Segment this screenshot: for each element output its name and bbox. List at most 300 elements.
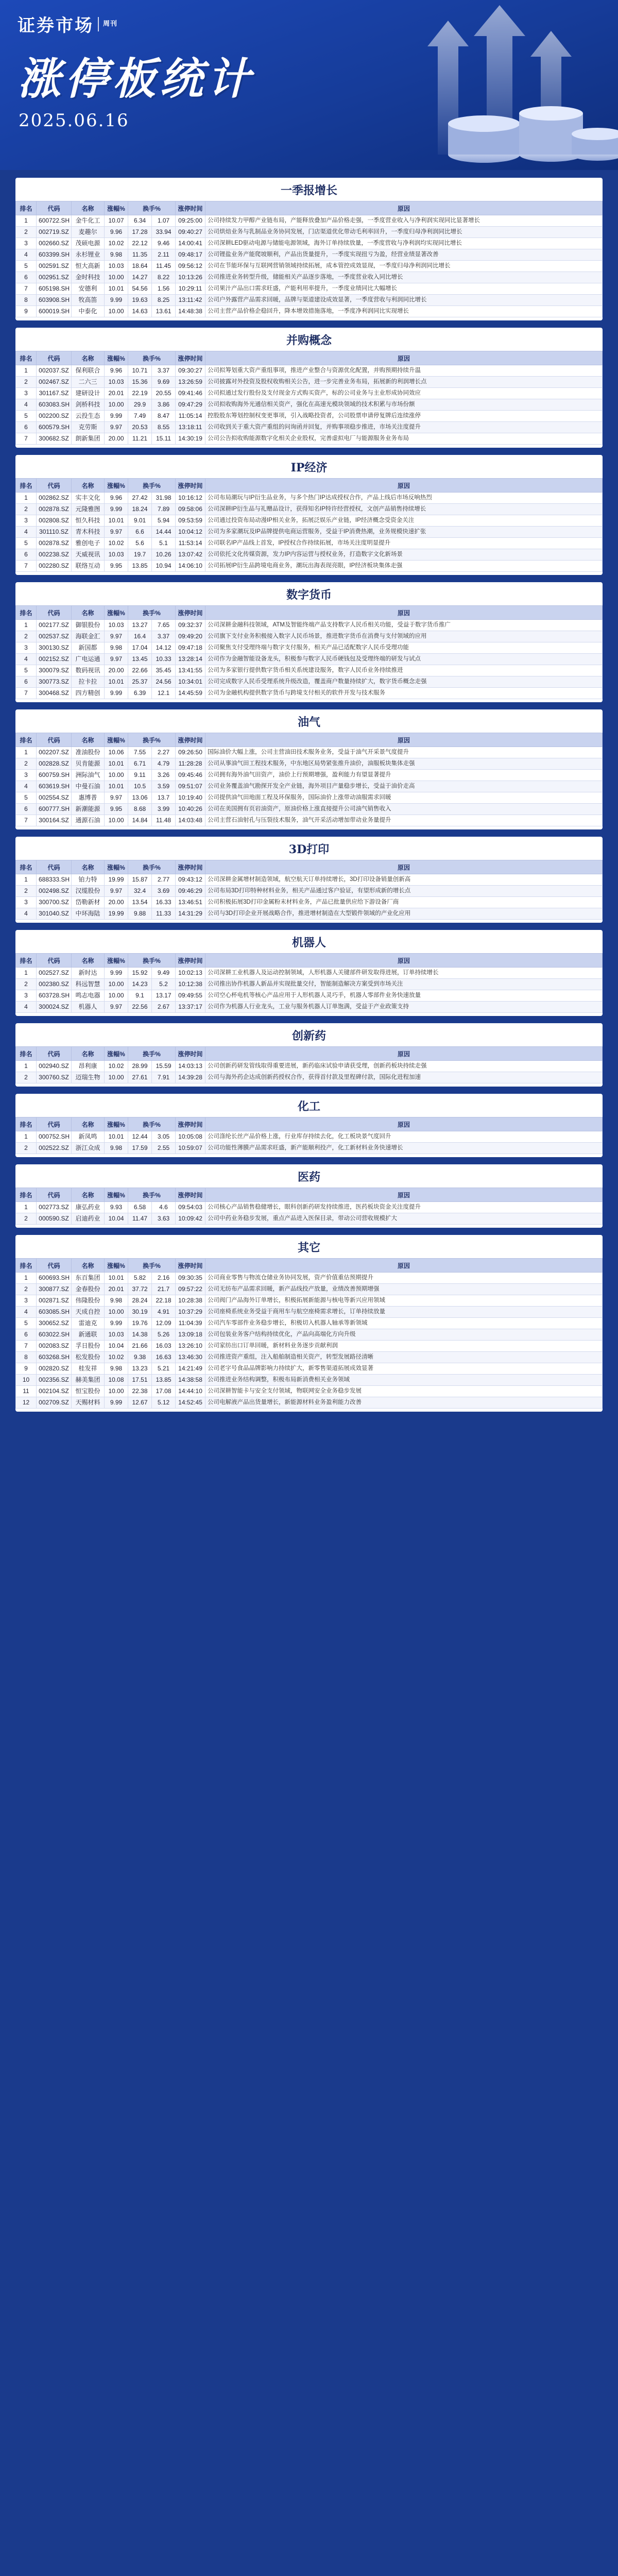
volume-cell: 5.21 [152, 1363, 176, 1375]
table-header-cell: 原因 [205, 954, 603, 968]
code-cell: 603619.SH [37, 781, 72, 792]
table-row[interactable] [16, 549, 603, 561]
code-cell: 002871.SZ [37, 1295, 72, 1307]
time-cell: 09:56:12 [176, 261, 205, 272]
table-header-cell: 代码 [37, 860, 72, 874]
name-cell: 青木科技 [72, 527, 105, 538]
table-row[interactable] [16, 561, 603, 572]
table-header-cell: 排名 [16, 479, 37, 493]
table-header-cell: 名称 [72, 1117, 105, 1131]
reason-cell: 公司无纺布产品需求回暖，新产品线投产放量，业绩改善预期增强 [205, 1284, 603, 1295]
brand-logo [18, 11, 117, 37]
name-cell: 新时达 [72, 968, 105, 979]
name-cell: 准油股份 [72, 747, 105, 758]
reason-cell: 国际油价大幅上涨，公司主营油田技术服务业务，受益于油气开采景气度提升 [205, 747, 603, 758]
turnover-cell: 32.4 [128, 886, 152, 897]
change-cell: 10.03 [105, 549, 128, 561]
table-header-cell: 涨停时间 [176, 1117, 205, 1131]
turnover-cell: 13.54 [128, 897, 152, 908]
table-row[interactable] [16, 272, 603, 283]
table-header-cell: 原因 [205, 860, 603, 874]
volume-cell: 21.7 [152, 1284, 176, 1295]
name-cell: 启迪药业 [72, 1213, 105, 1225]
table-header-cell: 换手% [128, 1047, 176, 1061]
volume-cell: 22.18 [152, 1295, 176, 1307]
section-panel [15, 1235, 603, 1412]
table-header-cell: 换手% [128, 1188, 176, 1202]
table-row[interactable] [16, 515, 603, 527]
time-cell: 14:06:10 [176, 561, 205, 572]
table-header-row [16, 1117, 603, 1131]
table-row[interactable] [16, 1202, 603, 1213]
code-cell: 002356.SZ [37, 1375, 72, 1386]
table-row[interactable] [16, 283, 603, 295]
change-cell: 10.00 [105, 1307, 128, 1318]
rank-cell: 2 [16, 631, 37, 642]
volume-cell: 4.6 [152, 1202, 176, 1213]
change-cell: 10.02 [105, 238, 128, 249]
rank-cell: 1 [16, 1202, 37, 1213]
table-row[interactable] [16, 1213, 603, 1225]
table-row[interactable] [16, 642, 603, 654]
table-row[interactable] [16, 1329, 603, 1341]
section-panel [15, 709, 603, 829]
brand-small: 周刊 [103, 20, 118, 28]
table-row[interactable] [16, 238, 603, 249]
table-row[interactable] [16, 747, 603, 758]
table-row[interactable] [16, 758, 603, 770]
table-row[interactable] [16, 1307, 603, 1318]
turnover-cell: 5.6 [128, 538, 152, 549]
volume-cell: 10.33 [152, 654, 176, 665]
table-row[interactable] [16, 422, 603, 433]
table-row[interactable] [16, 504, 603, 515]
reason-cell: 公司作为机器人行业龙头，工业与服务机器人订单饱满，受益于产业政策支持 [205, 1002, 603, 1013]
name-cell: 康弘药业 [72, 1202, 105, 1213]
table-header-cell: 涨停时间 [176, 201, 205, 215]
time-cell: 10:59:07 [176, 1143, 205, 1154]
turnover-cell: 11.21 [128, 433, 152, 445]
table-header-cell: 名称 [72, 860, 105, 874]
time-cell: 09:41:46 [176, 388, 205, 399]
code-cell: 600693.SH [37, 1273, 72, 1284]
table-row[interactable] [16, 1273, 603, 1284]
table-row[interactable] [16, 990, 603, 1002]
turnover-cell: 27.42 [128, 493, 152, 504]
table-row[interactable] [16, 411, 603, 422]
table-header-cell: 换手% [128, 954, 176, 968]
table-row[interactable] [16, 1295, 603, 1307]
change-cell: 10.00 [105, 272, 128, 283]
change-cell: 9.93 [105, 1202, 128, 1213]
time-cell: 10:05:08 [176, 1131, 205, 1143]
table-row[interactable] [16, 815, 603, 826]
time-cell: 09:30:35 [176, 1273, 205, 1284]
reason-cell: 公司为多家银行提供数字货币相关系统建设服务，数字人民币业务持续推进 [205, 665, 603, 676]
change-cell: 10.03 [105, 1329, 128, 1341]
reason-cell: 公司商业零售与物流仓储业务协同发展，资产价值重估预期提升 [205, 1273, 603, 1284]
table-header-cell: 代码 [37, 479, 72, 493]
table-row[interactable] [16, 433, 603, 445]
reason-cell: 公司业务覆盖油气勘探开发全产业链，海外项目产量稳步增长，受益于油价走高 [205, 781, 603, 792]
table-header-cell: 排名 [16, 351, 37, 365]
table-row[interactable] [16, 1131, 603, 1143]
section-panel [15, 178, 603, 320]
brand-name: 证券市场 [18, 15, 94, 36]
code-cell: 002152.SZ [37, 654, 72, 665]
rank-cell: 2 [16, 1284, 37, 1295]
volume-cell: 10.26 [152, 549, 176, 561]
name-cell: 雷迪克 [72, 1318, 105, 1329]
volume-cell: 11.33 [152, 908, 176, 920]
time-cell: 14:39:28 [176, 1072, 205, 1083]
turnover-cell: 9.11 [128, 770, 152, 781]
table-row[interactable] [16, 1061, 603, 1072]
reason-cell: 公司与海外药企达成创新药授权合作，获得首付款及里程碑付款，国际化进程加速 [205, 1072, 603, 1083]
rank-cell: 7 [16, 433, 37, 445]
change-cell: 9.97 [105, 631, 128, 642]
table-header-cell: 换手% [128, 606, 176, 620]
turnover-cell: 29.9 [128, 399, 152, 411]
name-cell: 昂利康 [72, 1061, 105, 1072]
rank-cell: 2 [16, 1213, 37, 1225]
table-row[interactable] [16, 399, 603, 411]
volume-cell: 8.47 [152, 411, 176, 422]
volume-cell: 3.99 [152, 804, 176, 815]
table-row[interactable] [16, 261, 603, 272]
reason-cell: 公司功能性薄膜产品需求旺盛，新产能顺利投产，化工新材料业务快速增长 [205, 1143, 603, 1154]
turnover-cell: 20.53 [128, 422, 152, 433]
table-row[interactable] [16, 979, 603, 990]
table-header-cell: 换手% [128, 733, 176, 747]
limit-up-table [15, 351, 603, 445]
turnover-cell: 22.66 [128, 665, 152, 676]
code-cell: 300773.SZ [37, 676, 72, 688]
change-cell: 20.01 [105, 1284, 128, 1295]
rank-cell: 1 [16, 1273, 37, 1284]
code-cell: 002498.SZ [37, 886, 72, 897]
table-header-cell: 涨停时间 [176, 1047, 205, 1061]
table-header-cell: 排名 [16, 1047, 37, 1061]
code-cell: 002177.SZ [37, 620, 72, 631]
name-cell: 金牛化工 [72, 215, 105, 227]
reason-cell: 公司深耕金融科技领域，ATM及智能终端产品支持数字人民币相关功能，受益于数字货币推广 [205, 620, 603, 631]
rank-cell: 7 [16, 1341, 37, 1352]
code-cell: 300024.SZ [37, 1002, 72, 1013]
volume-cell: 3.26 [152, 770, 176, 781]
name-cell: 鸣志电器 [72, 990, 105, 1002]
table-row[interactable] [16, 631, 603, 642]
volume-cell: 8.25 [152, 295, 176, 306]
table-row[interactable] [16, 1318, 603, 1329]
change-cell: 9.98 [105, 642, 128, 654]
table-row[interactable] [16, 1284, 603, 1295]
time-cell: 10:40:26 [176, 804, 205, 815]
change-cell: 10.02 [105, 1352, 128, 1363]
turnover-cell: 8.68 [128, 804, 152, 815]
name-cell: 恒大高新 [72, 261, 105, 272]
table-row[interactable] [16, 1341, 603, 1352]
turnover-cell: 25.37 [128, 676, 152, 688]
table-header-row [16, 733, 603, 747]
time-cell: 09:40:27 [176, 227, 205, 238]
rank-cell: 2 [16, 1072, 37, 1083]
table-header-cell: 排名 [16, 733, 37, 747]
section-title: 其它 [297, 1241, 320, 1255]
volume-cell: 3.05 [152, 1131, 176, 1143]
time-cell: 14:45:59 [176, 688, 205, 699]
volume-cell: 11.48 [152, 815, 176, 826]
volume-cell: 15.59 [152, 1061, 176, 1072]
table-header-cell: 涨幅% [105, 954, 128, 968]
change-cell: 9.96 [105, 365, 128, 377]
turnover-cell: 17.59 [128, 1143, 152, 1154]
rank-cell: 4 [16, 527, 37, 538]
turnover-cell: 15.87 [128, 874, 152, 886]
code-cell: 603399.SH [37, 249, 72, 261]
reason-cell: 公司户外露营产品需求回暖，品牌与渠道建设成效显著，一季度营收与利润同比增长 [205, 295, 603, 306]
name-cell: 实丰文化 [72, 493, 105, 504]
volume-cell: 2.55 [152, 1143, 176, 1154]
limit-up-table [15, 733, 603, 826]
volume-cell: 8.22 [152, 272, 176, 283]
time-cell: 09:57:22 [176, 1284, 205, 1295]
change-cell: 9.98 [105, 249, 128, 261]
table-row[interactable] [16, 227, 603, 238]
table-row[interactable] [16, 365, 603, 377]
name-cell: 贝肯能源 [72, 758, 105, 770]
table-row[interactable] [16, 215, 603, 227]
time-cell: 14:52:45 [176, 1397, 205, 1409]
reason-cell: 公司聚焦支付受理终端与数字支付服务，相关产品已适配数字人民币受理功能 [205, 642, 603, 654]
table-row[interactable] [16, 1386, 603, 1397]
change-cell: 9.98 [105, 1295, 128, 1307]
turnover-cell: 15.92 [128, 968, 152, 979]
change-cell: 9.99 [105, 504, 128, 515]
turnover-cell: 18.24 [128, 504, 152, 515]
code-cell: 002773.SZ [37, 1202, 72, 1213]
name-cell: 中环海陆 [72, 908, 105, 920]
name-cell: 孚日股份 [72, 1341, 105, 1352]
rank-cell: 4 [16, 908, 37, 920]
volume-cell: 11.45 [152, 261, 176, 272]
volume-cell: 3.63 [152, 1213, 176, 1225]
time-cell: 09:43:12 [176, 874, 205, 886]
volume-cell: 7.91 [152, 1072, 176, 1083]
turnover-cell: 30.19 [128, 1307, 152, 1318]
rank-cell: 5 [16, 1318, 37, 1329]
table-row[interactable] [16, 1363, 603, 1375]
rank-cell: 6 [16, 422, 37, 433]
time-cell: 09:47:18 [176, 642, 205, 654]
turnover-cell: 12.44 [128, 1131, 152, 1143]
table-row[interactable] [16, 1375, 603, 1386]
name-cell: 御银股份 [72, 620, 105, 631]
code-cell: 300468.SZ [37, 688, 72, 699]
code-cell: 002828.SZ [37, 758, 72, 770]
name-cell: 麦趣尔 [72, 227, 105, 238]
rank-cell: 6 [16, 549, 37, 561]
time-cell: 09:25:00 [176, 215, 205, 227]
table-header-cell: 名称 [72, 954, 105, 968]
name-cell: 金春股份 [72, 1284, 105, 1295]
table-row[interactable] [16, 676, 603, 688]
name-cell: 通源石油 [72, 815, 105, 826]
code-cell: 605198.SH [37, 283, 72, 295]
section-panel [15, 455, 603, 575]
turnover-cell: 19.63 [128, 295, 152, 306]
name-cell: 新凤鸣 [72, 1131, 105, 1143]
volume-cell: 13.61 [152, 306, 176, 317]
turnover-cell: 6.58 [128, 1202, 152, 1213]
table-row[interactable] [16, 306, 603, 317]
rank-cell: 7 [16, 561, 37, 572]
volume-cell: 9.46 [152, 238, 176, 249]
table-header-row [16, 954, 603, 968]
section-panel [15, 837, 603, 923]
code-cell: 603908.SH [37, 295, 72, 306]
table-row[interactable] [16, 1002, 603, 1013]
reason-cell: 公司拥有海外油气田资产，油价上行预期增强，盈利能力有望显著提升 [205, 770, 603, 781]
rank-cell: 4 [16, 1307, 37, 1318]
time-cell: 10:02:13 [176, 968, 205, 979]
change-cell: 9.99 [105, 688, 128, 699]
volume-cell: 13.85 [152, 1375, 176, 1386]
volume-cell: 35.45 [152, 665, 176, 676]
table-row[interactable] [16, 654, 603, 665]
time-cell: 13:28:14 [176, 654, 205, 665]
rank-cell: 2 [16, 979, 37, 990]
code-cell: 300760.SZ [37, 1072, 72, 1083]
table-header-cell: 换手% [128, 479, 176, 493]
reason-cell: 公司收到关于重大资产重组的问询函并回复，并购事项稳步推进，市场关注度提升 [205, 422, 603, 433]
table-row[interactable] [16, 874, 603, 886]
table-row[interactable] [16, 620, 603, 631]
name-cell: 伟隆股份 [72, 1295, 105, 1307]
table-row[interactable] [16, 792, 603, 804]
table-row[interactable] [16, 1072, 603, 1083]
table-row[interactable] [16, 968, 603, 979]
table-header-cell: 原因 [205, 733, 603, 747]
turnover-cell: 22.56 [128, 1002, 152, 1013]
reason-cell: 公司通过投资布局动漫IP相关业务，拓展泛娱乐产业链，IP经济概念受资金关注 [205, 515, 603, 527]
table-header-cell: 原因 [205, 1259, 603, 1273]
table-row[interactable] [16, 886, 603, 897]
volume-cell: 2.67 [152, 1002, 176, 1013]
reason-cell: 公司在节能环保与互联网营销领域持续拓展，成本管控成效显现，一季度归母净利润同比增长 [205, 261, 603, 272]
turnover-cell: 17.04 [128, 642, 152, 654]
time-cell: 14:03:13 [176, 1061, 205, 1072]
reason-cell: 公司果汁产品出口需求旺盛，产能利用率提升，一季度业绩同比大幅增长 [205, 283, 603, 295]
table-row[interactable] [16, 538, 603, 549]
table-row[interactable] [16, 527, 603, 538]
limit-up-table [15, 953, 603, 1013]
name-cell: 朗新集团 [72, 433, 105, 445]
turnover-cell: 6.6 [128, 527, 152, 538]
reason-cell: 公司为金融机构提供数字货币与跨境支付相关的软件开发与技术服务 [205, 688, 603, 699]
reason-cell: 公司积极拓展3D打印金属粉末材料业务，产品已批量供应给下游设备厂商 [205, 897, 603, 908]
coins-illustration [330, 0, 618, 170]
name-cell: 松发股份 [72, 1352, 105, 1363]
table-row[interactable] [16, 908, 603, 920]
rank-cell: 6 [16, 804, 37, 815]
name-cell: 安德利 [72, 283, 105, 295]
volume-cell: 17.08 [152, 1386, 176, 1397]
table-row[interactable] [16, 665, 603, 676]
name-cell: 恒久科技 [72, 515, 105, 527]
time-cell: 10:19:40 [176, 792, 205, 804]
rank-cell: 2 [16, 504, 37, 515]
limit-up-table [15, 860, 603, 920]
rank-cell: 3 [16, 1295, 37, 1307]
time-cell: 10:34:01 [176, 676, 205, 688]
time-cell: 13:18:11 [176, 422, 205, 433]
table-row[interactable] [16, 770, 603, 781]
table-row[interactable] [16, 249, 603, 261]
time-cell: 09:53:59 [176, 515, 205, 527]
time-cell: 13:26:59 [176, 377, 205, 388]
volume-cell: 5.1 [152, 538, 176, 549]
table-row[interactable] [16, 1352, 603, 1363]
turnover-cell: 9.38 [128, 1352, 152, 1363]
change-cell: 10.01 [105, 1131, 128, 1143]
reason-cell: 公司推出协作机器人新品并实现批量交付，智能制造解决方案受到市场关注 [205, 979, 603, 990]
reason-cell: 控股股东筹划控制权变更事项，引入战略投资者，公司股票申请停复牌后连续涨停 [205, 411, 603, 422]
table-row[interactable] [16, 781, 603, 792]
limit-up-table [15, 1046, 603, 1083]
table-row[interactable] [16, 493, 603, 504]
table-header-cell: 原因 [205, 1047, 603, 1061]
table-header-cell: 排名 [16, 860, 37, 874]
table-header-cell: 代码 [37, 1259, 72, 1273]
reason-cell: 公司锂盐业务产能爬坡顺利，产品出货量提升，一季度实现扭亏为盈，经营业绩显著改善 [205, 249, 603, 261]
table-row[interactable] [16, 804, 603, 815]
reason-cell: 公司涤纶长丝产品价格上涨，行业库存持续去化，化工板块景气度回升 [205, 1131, 603, 1143]
time-cell: 14:38:58 [176, 1375, 205, 1386]
name-cell: 数码视讯 [72, 665, 105, 676]
reason-cell: 公司拟筹划重大资产重组事项，推进产业整合与资源优化配置，并购预期持续升温 [205, 365, 603, 377]
name-cell: 保利联合 [72, 365, 105, 377]
table-header-cell: 涨幅% [105, 201, 128, 215]
turnover-cell: 6.39 [128, 688, 152, 699]
table-header-cell: 涨停时间 [176, 606, 205, 620]
table-row[interactable] [16, 388, 603, 399]
turnover-cell: 16.4 [128, 631, 152, 642]
table-header-row [16, 1259, 603, 1273]
table-row[interactable] [16, 897, 603, 908]
rank-cell: 4 [16, 781, 37, 792]
time-cell: 10:37:29 [176, 1307, 205, 1318]
time-cell: 09:30:27 [176, 365, 205, 377]
turnover-cell: 15.36 [128, 377, 152, 388]
rank-cell: 6 [16, 1329, 37, 1341]
table-row[interactable] [16, 1397, 603, 1409]
time-cell: 14:21:49 [176, 1363, 205, 1375]
table-row[interactable] [16, 688, 603, 699]
name-cell: 桂发祥 [72, 1363, 105, 1375]
turnover-cell: 14.84 [128, 815, 152, 826]
table-row[interactable] [16, 295, 603, 306]
code-cell: 002940.SZ [37, 1061, 72, 1072]
volume-cell: 10.94 [152, 561, 176, 572]
time-cell: 10:13:26 [176, 272, 205, 283]
table-header-cell: 原因 [205, 606, 603, 620]
code-cell: 002083.SZ [37, 1341, 72, 1352]
table-row[interactable] [16, 1143, 603, 1154]
volume-cell: 1.56 [152, 283, 176, 295]
change-cell: 10.01 [105, 283, 128, 295]
table-row[interactable] [16, 377, 603, 388]
